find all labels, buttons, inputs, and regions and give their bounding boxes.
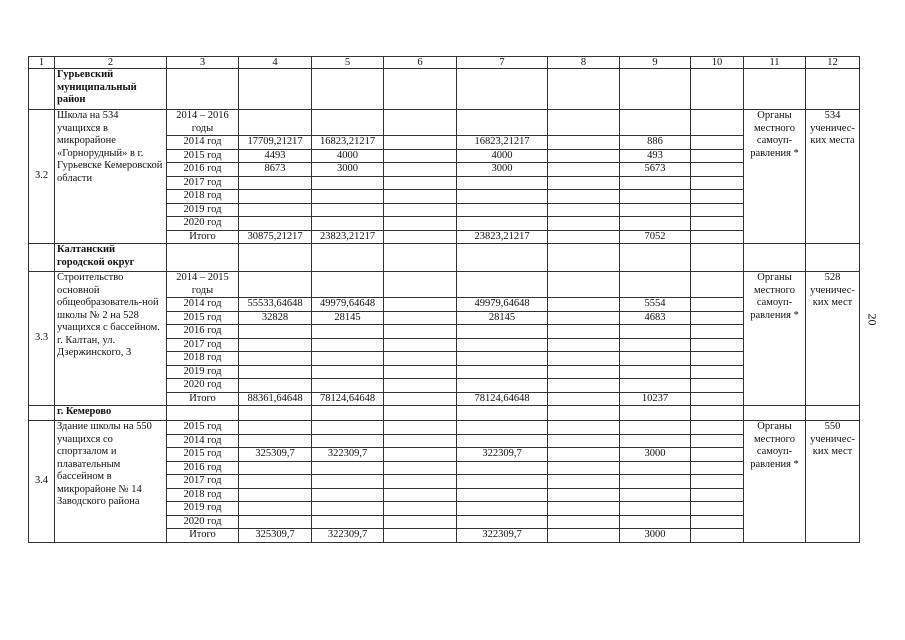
page-number: 20 <box>865 313 880 326</box>
column-number: 1 <box>29 57 55 69</box>
empty-cell <box>384 69 457 110</box>
object-name: Строительство основной общеобразователь-ной школы № 2 на 528 учащихся с бассейном. г. Калтан, ул. Дзержинского, 3 <box>55 272 167 406</box>
value-cell <box>620 488 691 502</box>
value-cell <box>384 529 457 543</box>
region-row <box>29 244 860 272</box>
value-cell <box>384 515 457 529</box>
value-cell <box>312 502 384 516</box>
value-cell <box>548 529 620 543</box>
period-cell: 2019 год <box>167 365 239 379</box>
value-cell <box>384 110 457 136</box>
value-cell <box>239 488 312 502</box>
value-cell <box>691 529 744 543</box>
value-cell <box>620 434 691 448</box>
value-cell <box>384 421 457 435</box>
empty-cell <box>457 69 548 110</box>
capacity-cell: 528 ученичес-ких мест <box>806 272 860 406</box>
period-cell: Итого <box>167 529 239 543</box>
value-cell <box>239 176 312 190</box>
value-cell <box>312 190 384 204</box>
value-cell <box>239 217 312 231</box>
value-cell <box>548 163 620 177</box>
value-cell <box>691 176 744 190</box>
value-cell: 88361,64648 <box>239 392 312 406</box>
value-cell <box>384 488 457 502</box>
empty-cell <box>312 406 384 421</box>
value-cell <box>548 176 620 190</box>
table-body <box>29 57 860 543</box>
table-row <box>29 272 860 298</box>
funding-table <box>28 56 860 543</box>
column-number: 8 <box>548 57 620 69</box>
value-cell: 322309,7 <box>457 529 548 543</box>
value-cell <box>312 272 384 298</box>
value-cell <box>384 325 457 339</box>
region-name: Гурьевский муниципальный район <box>55 69 167 110</box>
capacity-cell: 550 ученичес-ких мест <box>806 421 860 543</box>
value-cell <box>691 136 744 150</box>
value-cell <box>384 176 457 190</box>
value-cell <box>312 176 384 190</box>
value-cell <box>312 461 384 475</box>
value-cell <box>384 163 457 177</box>
value-cell: 5673 <box>620 163 691 177</box>
value-cell <box>457 272 548 298</box>
empty-cell <box>167 69 239 110</box>
responsible-org: Органы местного самоуп-равления * <box>744 110 806 244</box>
column-number: 4 <box>239 57 312 69</box>
value-cell <box>457 461 548 475</box>
period-cell: 2019 год <box>167 203 239 217</box>
table-row <box>29 421 860 435</box>
column-number: 12 <box>806 57 860 69</box>
value-cell: 3000 <box>457 163 548 177</box>
value-cell <box>312 421 384 435</box>
table-row <box>29 110 860 136</box>
empty-cell <box>806 244 860 272</box>
empty-cell <box>167 244 239 272</box>
value-cell <box>620 475 691 489</box>
value-cell <box>457 352 548 366</box>
empty-cell <box>548 244 620 272</box>
period-cell: 2014 год <box>167 434 239 448</box>
empty-cell <box>29 244 55 272</box>
value-cell <box>384 461 457 475</box>
value-cell <box>384 136 457 150</box>
value-cell <box>620 502 691 516</box>
value-cell <box>384 230 457 244</box>
period-cell: Итого <box>167 392 239 406</box>
value-cell <box>548 149 620 163</box>
value-cell <box>457 203 548 217</box>
value-cell <box>548 338 620 352</box>
object-name: Здание школы на 550 учащихся со спортзалом и плавательным бассейном в микрорайоне № 14 Заводского района <box>55 421 167 543</box>
value-cell <box>691 272 744 298</box>
value-cell <box>548 325 620 339</box>
value-cell: 16823,21217 <box>312 136 384 150</box>
period-cell: Итого <box>167 230 239 244</box>
item-number: 3.2 <box>29 110 55 244</box>
value-cell <box>239 515 312 529</box>
empty-cell <box>29 69 55 110</box>
value-cell <box>548 203 620 217</box>
column-number: 11 <box>744 57 806 69</box>
value-cell <box>691 110 744 136</box>
empty-cell <box>548 406 620 421</box>
value-cell <box>620 325 691 339</box>
value-cell <box>620 461 691 475</box>
value-cell <box>384 379 457 393</box>
value-cell <box>691 392 744 406</box>
value-cell <box>457 110 548 136</box>
column-number: 10 <box>691 57 744 69</box>
value-cell <box>691 421 744 435</box>
value-cell <box>691 448 744 462</box>
value-cell <box>548 475 620 489</box>
value-cell <box>457 488 548 502</box>
value-cell <box>620 379 691 393</box>
value-cell <box>457 475 548 489</box>
value-cell <box>691 434 744 448</box>
value-cell <box>620 365 691 379</box>
value-cell: 49979,64648 <box>312 298 384 312</box>
value-cell <box>691 149 744 163</box>
object-name: Школа на 534 учащихся в микрорайоне «Горнорудный» в г. Гурьевске Кемеровской области <box>55 110 167 244</box>
value-cell <box>312 217 384 231</box>
value-cell <box>548 502 620 516</box>
value-cell <box>548 488 620 502</box>
value-cell <box>620 338 691 352</box>
value-cell: 23823,21217 <box>312 230 384 244</box>
value-cell <box>548 136 620 150</box>
value-cell <box>239 110 312 136</box>
value-cell <box>691 475 744 489</box>
value-cell <box>691 230 744 244</box>
value-cell <box>239 190 312 204</box>
value-cell: 32828 <box>239 311 312 325</box>
value-cell <box>384 352 457 366</box>
empty-cell <box>620 244 691 272</box>
period-cell: 2014 – 2016 годы <box>167 110 239 136</box>
value-cell <box>691 325 744 339</box>
period-cell: 2015 год <box>167 448 239 462</box>
responsible-org: Органы местного самоуп-равления * <box>744 272 806 406</box>
value-cell <box>457 421 548 435</box>
value-cell <box>384 365 457 379</box>
value-cell <box>620 515 691 529</box>
value-cell: 3000 <box>620 529 691 543</box>
value-cell <box>548 190 620 204</box>
value-cell <box>548 434 620 448</box>
empty-cell <box>312 244 384 272</box>
empty-cell <box>744 244 806 272</box>
empty-cell <box>620 406 691 421</box>
value-cell: 17709,21217 <box>239 136 312 150</box>
value-cell: 493 <box>620 149 691 163</box>
value-cell <box>620 352 691 366</box>
value-cell <box>457 365 548 379</box>
value-cell: 7052 <box>620 230 691 244</box>
empty-cell <box>620 69 691 110</box>
period-cell: 2019 год <box>167 502 239 516</box>
value-cell: 78124,64648 <box>312 392 384 406</box>
value-cell: 4493 <box>239 149 312 163</box>
value-cell <box>457 190 548 204</box>
empty-cell <box>691 406 744 421</box>
value-cell: 325309,7 <box>239 529 312 543</box>
value-cell: 28145 <box>312 311 384 325</box>
column-number: 6 <box>384 57 457 69</box>
value-cell <box>239 475 312 489</box>
empty-cell <box>691 244 744 272</box>
capacity-cell: 534 ученичес-ких места <box>806 110 860 244</box>
value-cell: 16823,21217 <box>457 136 548 150</box>
value-cell <box>691 352 744 366</box>
value-cell <box>312 110 384 136</box>
value-cell: 49979,64648 <box>457 298 548 312</box>
value-cell <box>691 365 744 379</box>
value-cell <box>620 176 691 190</box>
value-cell <box>620 217 691 231</box>
value-cell <box>457 515 548 529</box>
value-cell <box>239 338 312 352</box>
empty-cell <box>744 69 806 110</box>
value-cell <box>457 502 548 516</box>
region-row <box>29 406 860 421</box>
value-cell <box>548 272 620 298</box>
value-cell <box>691 338 744 352</box>
value-cell <box>312 325 384 339</box>
value-cell <box>548 298 620 312</box>
value-cell <box>384 502 457 516</box>
value-cell: 78124,64648 <box>457 392 548 406</box>
value-cell <box>457 434 548 448</box>
value-cell <box>691 502 744 516</box>
period-cell: 2017 год <box>167 475 239 489</box>
value-cell <box>548 421 620 435</box>
value-cell <box>620 110 691 136</box>
value-cell <box>691 217 744 231</box>
value-cell <box>384 190 457 204</box>
value-cell <box>457 379 548 393</box>
value-cell <box>457 176 548 190</box>
value-cell: 30875,21217 <box>239 230 312 244</box>
value-cell <box>691 190 744 204</box>
value-cell <box>239 365 312 379</box>
value-cell: 10237 <box>620 392 691 406</box>
value-cell <box>239 352 312 366</box>
value-cell <box>312 379 384 393</box>
value-cell <box>312 352 384 366</box>
value-cell <box>548 448 620 462</box>
period-cell: 2014 год <box>167 136 239 150</box>
value-cell <box>548 311 620 325</box>
value-cell: 322309,7 <box>312 529 384 543</box>
value-cell: 325309,7 <box>239 448 312 462</box>
value-cell: 3000 <box>620 448 691 462</box>
empty-cell <box>29 406 55 421</box>
empty-cell <box>312 69 384 110</box>
period-cell: 2014 – 2015 годы <box>167 272 239 298</box>
column-number: 7 <box>457 57 548 69</box>
column-number-row <box>29 57 860 69</box>
value-cell <box>620 203 691 217</box>
empty-cell <box>806 406 860 421</box>
period-cell: 2018 год <box>167 190 239 204</box>
value-cell <box>384 448 457 462</box>
value-cell: 55533,64648 <box>239 298 312 312</box>
value-cell <box>312 488 384 502</box>
value-cell <box>548 352 620 366</box>
value-cell <box>548 392 620 406</box>
value-cell <box>384 217 457 231</box>
value-cell <box>457 325 548 339</box>
value-cell <box>312 365 384 379</box>
period-cell: 2020 год <box>167 515 239 529</box>
value-cell <box>239 421 312 435</box>
value-cell <box>384 203 457 217</box>
value-cell <box>548 217 620 231</box>
value-cell: 886 <box>620 136 691 150</box>
empty-cell <box>691 69 744 110</box>
item-number: 3.4 <box>29 421 55 543</box>
value-cell <box>239 502 312 516</box>
value-cell <box>384 149 457 163</box>
value-cell: 8673 <box>239 163 312 177</box>
value-cell <box>239 203 312 217</box>
value-cell <box>457 338 548 352</box>
empty-cell <box>457 406 548 421</box>
empty-cell <box>384 406 457 421</box>
value-cell <box>384 311 457 325</box>
column-number: 3 <box>167 57 239 69</box>
empty-cell <box>239 244 312 272</box>
value-cell: 322309,7 <box>457 448 548 462</box>
value-cell <box>312 515 384 529</box>
value-cell <box>312 434 384 448</box>
empty-cell <box>744 406 806 421</box>
period-cell: 2017 год <box>167 176 239 190</box>
value-cell <box>312 475 384 489</box>
region-row <box>29 69 860 110</box>
period-cell: 2016 год <box>167 163 239 177</box>
value-cell <box>548 461 620 475</box>
column-number: 5 <box>312 57 384 69</box>
value-cell <box>239 461 312 475</box>
value-cell <box>548 110 620 136</box>
value-cell <box>548 230 620 244</box>
value-cell: 322309,7 <box>312 448 384 462</box>
value-cell <box>620 190 691 204</box>
value-cell <box>691 203 744 217</box>
responsible-org: Органы местного самоуп-равления * <box>744 421 806 543</box>
value-cell <box>548 515 620 529</box>
empty-cell <box>457 244 548 272</box>
value-cell: 5554 <box>620 298 691 312</box>
value-cell <box>239 434 312 448</box>
empty-cell <box>548 69 620 110</box>
value-cell <box>691 298 744 312</box>
region-name: Калтанский городской округ <box>55 244 167 272</box>
period-cell: 2016 год <box>167 461 239 475</box>
value-cell <box>691 488 744 502</box>
period-cell: 2017 год <box>167 338 239 352</box>
region-name: г. Кемерово <box>55 406 167 421</box>
value-cell <box>384 272 457 298</box>
empty-cell <box>239 406 312 421</box>
value-cell <box>620 421 691 435</box>
column-number: 2 <box>55 57 167 69</box>
value-cell <box>620 272 691 298</box>
value-cell <box>239 325 312 339</box>
empty-cell <box>806 69 860 110</box>
value-cell <box>312 203 384 217</box>
empty-cell <box>239 69 312 110</box>
value-cell <box>548 365 620 379</box>
period-cell: 2020 год <box>167 379 239 393</box>
period-cell: 2014 год <box>167 298 239 312</box>
period-cell: 2018 год <box>167 488 239 502</box>
period-cell: 2018 год <box>167 352 239 366</box>
value-cell <box>239 379 312 393</box>
period-cell: 2015 год <box>167 421 239 435</box>
value-cell <box>384 475 457 489</box>
value-cell <box>384 392 457 406</box>
period-cell: 2015 год <box>167 311 239 325</box>
item-number: 3.3 <box>29 272 55 406</box>
period-cell: 2015 год <box>167 149 239 163</box>
value-cell: 23823,21217 <box>457 230 548 244</box>
value-cell: 4683 <box>620 311 691 325</box>
period-cell: 2016 год <box>167 325 239 339</box>
value-cell: 4000 <box>457 149 548 163</box>
value-cell: 4000 <box>312 149 384 163</box>
value-cell <box>384 298 457 312</box>
value-cell <box>691 311 744 325</box>
period-cell: 2020 год <box>167 217 239 231</box>
empty-cell <box>167 406 239 421</box>
column-number: 9 <box>620 57 691 69</box>
value-cell <box>239 272 312 298</box>
value-cell <box>691 515 744 529</box>
value-cell: 3000 <box>312 163 384 177</box>
value-cell <box>691 379 744 393</box>
value-cell <box>548 379 620 393</box>
value-cell <box>691 461 744 475</box>
value-cell <box>312 338 384 352</box>
empty-cell <box>384 244 457 272</box>
value-cell: 28145 <box>457 311 548 325</box>
value-cell <box>384 434 457 448</box>
value-cell <box>691 163 744 177</box>
value-cell <box>384 338 457 352</box>
value-cell <box>457 217 548 231</box>
